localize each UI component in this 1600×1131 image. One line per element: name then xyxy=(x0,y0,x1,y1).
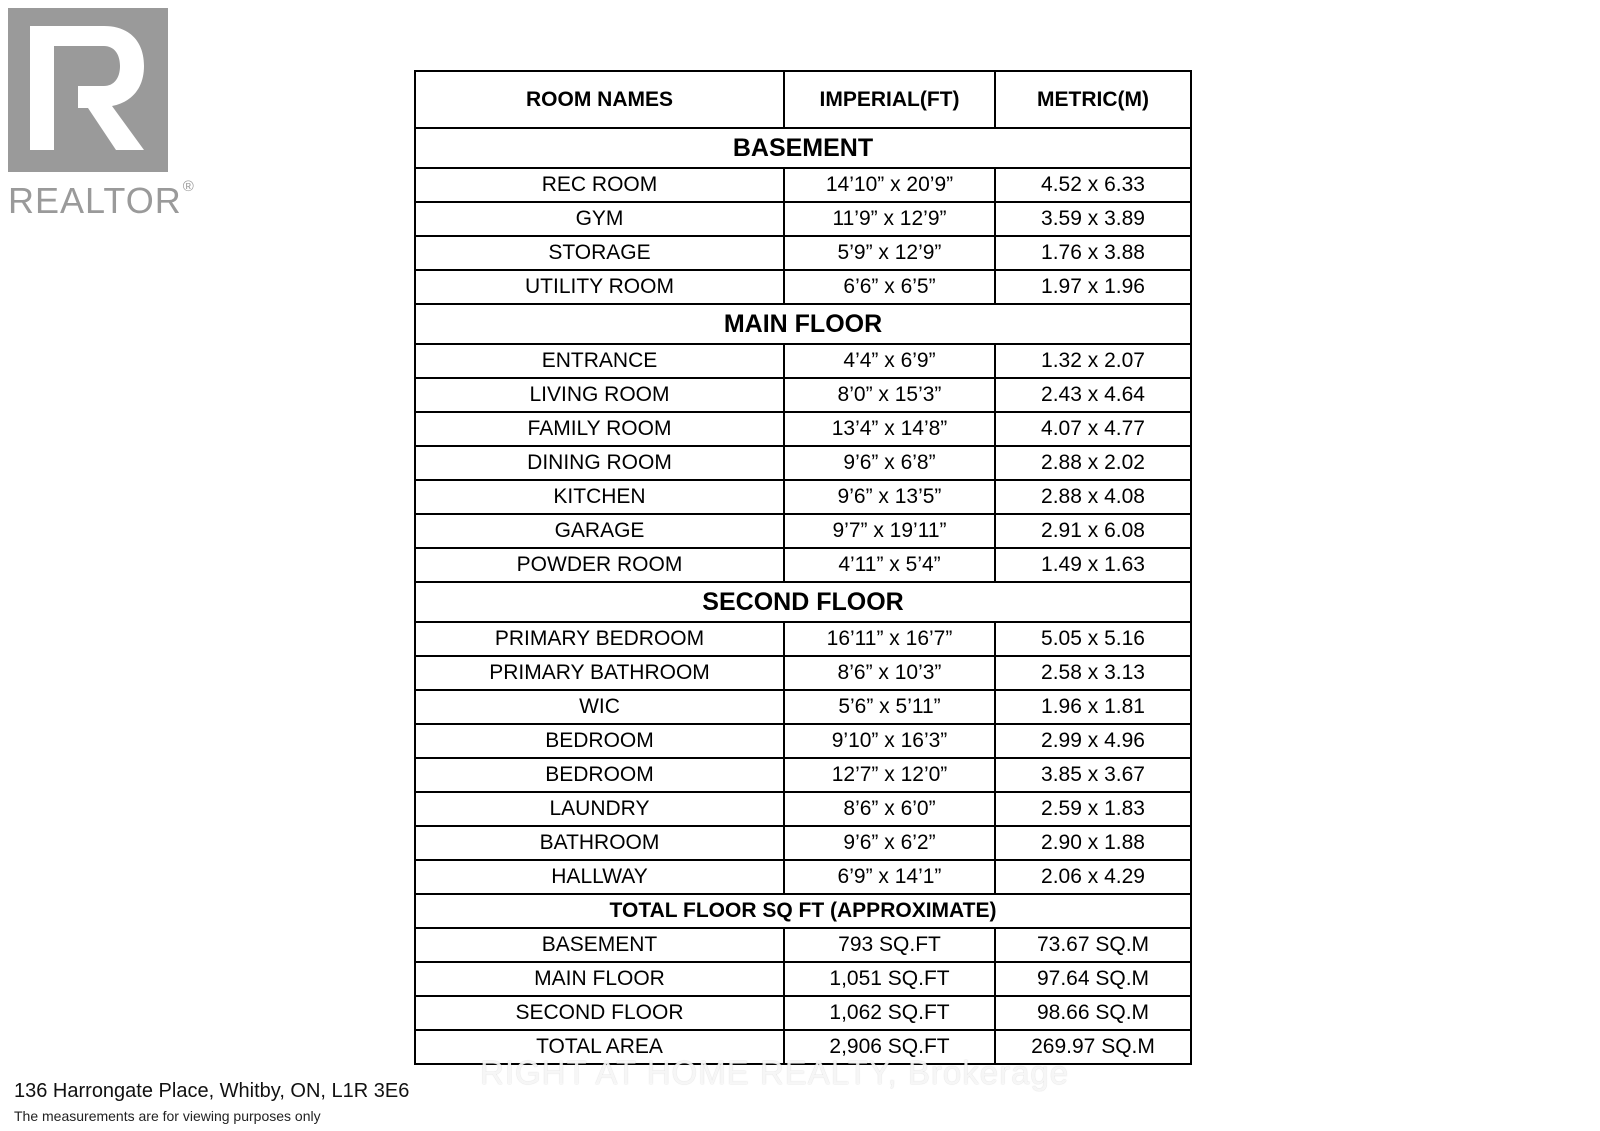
section-title: BASEMENT xyxy=(415,128,1191,168)
room-name-cell: BATHROOM xyxy=(415,826,784,860)
table-row xyxy=(415,656,1191,690)
room-name-cell: PRIMARY BEDROOM xyxy=(415,622,784,656)
room-name-cell: STORAGE xyxy=(415,236,784,270)
imperial-cell: 5’6” x 5’11” xyxy=(784,690,995,724)
imperial-cell: 9’10” x 16’3” xyxy=(784,724,995,758)
room-name-cell: FAMILY ROOM xyxy=(415,412,784,446)
measurement-disclaimer: The measurements are for viewing purposes only xyxy=(14,1108,321,1124)
room-name-cell: LIVING ROOM xyxy=(415,378,784,412)
table-row xyxy=(415,758,1191,792)
metric-cell: 2.58 x 3.13 xyxy=(995,656,1191,690)
property-address: 136 Harrongate Place, Whitby, ON, L1R 3E6 xyxy=(14,1080,410,1102)
metric-cell: 2.90 x 1.88 xyxy=(995,826,1191,860)
sqm-cell: 73.67 SQ.M xyxy=(995,928,1191,962)
table-row xyxy=(415,622,1191,656)
metric-cell: 2.59 x 1.83 xyxy=(995,792,1191,826)
table-row xyxy=(415,480,1191,514)
table-row xyxy=(415,344,1191,378)
section-title: SECOND FLOOR xyxy=(415,582,1191,622)
room-name-cell: PRIMARY BATHROOM xyxy=(415,656,784,690)
section-header-row xyxy=(415,304,1191,344)
area-name-cell: MAIN FLOOR xyxy=(415,962,784,996)
header-imperial: IMPERIAL(FT) xyxy=(784,71,995,128)
metric-cell: 3.59 x 3.89 xyxy=(995,202,1191,236)
metric-cell: 1.32 x 2.07 xyxy=(995,344,1191,378)
table-row xyxy=(415,690,1191,724)
room-name-cell: WIC xyxy=(415,690,784,724)
table-row xyxy=(415,446,1191,480)
room-name-cell: GYM xyxy=(415,202,784,236)
room-name-cell: POWDER ROOM xyxy=(415,548,784,582)
imperial-cell: 9’6” x 6’8” xyxy=(784,446,995,480)
room-name-cell: UTILITY ROOM xyxy=(415,270,784,304)
room-name-cell: LAUNDRY xyxy=(415,792,784,826)
metric-cell: 3.85 x 3.67 xyxy=(995,758,1191,792)
room-name-cell: REC ROOM xyxy=(415,168,784,202)
imperial-cell: 5’9” x 12’9” xyxy=(784,236,995,270)
sqft-cell: 2,906 SQ.FT xyxy=(784,1030,995,1064)
header-metric: METRIC(M) xyxy=(995,71,1191,128)
metric-cell: 1.97 x 1.96 xyxy=(995,270,1191,304)
metric-cell: 1.96 x 1.81 xyxy=(995,690,1191,724)
sqm-cell: 269.97 SQ.M xyxy=(995,1030,1191,1064)
sqm-cell: 98.66 SQ.M xyxy=(995,996,1191,1030)
table-header-row xyxy=(415,71,1191,128)
metric-cell: 4.52 x 6.33 xyxy=(995,168,1191,202)
imperial-cell: 9’7” x 19’11” xyxy=(784,514,995,548)
imperial-cell: 8’6” x 6’0” xyxy=(784,792,995,826)
room-name-cell: GARAGE xyxy=(415,514,784,548)
table-row xyxy=(415,826,1191,860)
imperial-cell: 6’6” x 6’5” xyxy=(784,270,995,304)
imperial-cell: 16’11” x 16’7” xyxy=(784,622,995,656)
imperial-cell: 14’10” x 20’9” xyxy=(784,168,995,202)
table-row xyxy=(415,378,1191,412)
imperial-cell: 4’4” x 6’9” xyxy=(784,344,995,378)
sqft-cell: 793 SQ.FT xyxy=(784,928,995,962)
area-name-cell: TOTAL AREA xyxy=(415,1030,784,1064)
room-dimensions-table xyxy=(414,70,1192,1065)
table-body xyxy=(415,128,1191,1064)
sqft-cell: 1,062 SQ.FT xyxy=(784,996,995,1030)
table-row xyxy=(415,270,1191,304)
area-name-cell: BASEMENT xyxy=(415,928,784,962)
table-row xyxy=(415,514,1191,548)
metric-cell: 2.99 x 4.96 xyxy=(995,724,1191,758)
total-row xyxy=(415,1030,1191,1064)
table-row xyxy=(415,236,1191,270)
room-name-cell: BEDROOM xyxy=(415,758,784,792)
realtor-logo xyxy=(8,8,195,222)
table-row xyxy=(415,792,1191,826)
total-row xyxy=(415,962,1191,996)
metric-cell: 2.43 x 4.64 xyxy=(995,378,1191,412)
table-row xyxy=(415,724,1191,758)
sqm-cell: 97.64 SQ.M xyxy=(995,962,1191,996)
realtor-r-logo-icon xyxy=(8,8,168,172)
room-name-cell: DINING ROOM xyxy=(415,446,784,480)
total-row xyxy=(415,928,1191,962)
section-title: MAIN FLOOR xyxy=(415,304,1191,344)
metric-cell: 4.07 x 4.77 xyxy=(995,412,1191,446)
realtor-logo-text: REALTOR® xyxy=(8,178,195,221)
total-row xyxy=(415,996,1191,1030)
metric-cell: 2.88 x 4.08 xyxy=(995,480,1191,514)
metric-cell: 2.91 x 6.08 xyxy=(995,514,1191,548)
metric-cell: 2.06 x 4.29 xyxy=(995,860,1191,894)
imperial-cell: 8’6” x 10’3” xyxy=(784,656,995,690)
imperial-cell: 9’6” x 6’2” xyxy=(784,826,995,860)
section-header-row xyxy=(415,582,1191,622)
area-name-cell: SECOND FLOOR xyxy=(415,996,784,1030)
table-row xyxy=(415,202,1191,236)
metric-cell: 1.76 x 3.88 xyxy=(995,236,1191,270)
totals-title: TOTAL FLOOR SQ FT (APPROXIMATE) xyxy=(415,894,1191,928)
imperial-cell: 9’6” x 13’5” xyxy=(784,480,995,514)
room-name-cell: KITCHEN xyxy=(415,480,784,514)
header-room-names: ROOM NAMES xyxy=(415,71,784,128)
metric-cell: 1.49 x 1.63 xyxy=(995,548,1191,582)
section-header-row xyxy=(415,128,1191,168)
table-row xyxy=(415,860,1191,894)
imperial-cell: 8’0” x 15’3” xyxy=(784,378,995,412)
imperial-cell: 13’4” x 14’8” xyxy=(784,412,995,446)
room-name-cell: BEDROOM xyxy=(415,724,784,758)
imperial-cell: 6’9” x 14’1” xyxy=(784,860,995,894)
table-row xyxy=(415,412,1191,446)
table-row xyxy=(415,548,1191,582)
imperial-cell: 11’9” x 12’9” xyxy=(784,202,995,236)
brokerage-watermark: RIGHT AT HOME REALTY, Brokerage xyxy=(480,1054,1070,1091)
room-name-cell: ENTRANCE xyxy=(415,344,784,378)
sqft-cell: 1,051 SQ.FT xyxy=(784,962,995,996)
metric-cell: 5.05 x 5.16 xyxy=(995,622,1191,656)
table-row xyxy=(415,168,1191,202)
metric-cell: 2.88 x 2.02 xyxy=(995,446,1191,480)
imperial-cell: 4’11” x 5’4” xyxy=(784,548,995,582)
room-name-cell: HALLWAY xyxy=(415,860,784,894)
imperial-cell: 12’7” x 12’0” xyxy=(784,758,995,792)
totals-header-row xyxy=(415,894,1191,928)
